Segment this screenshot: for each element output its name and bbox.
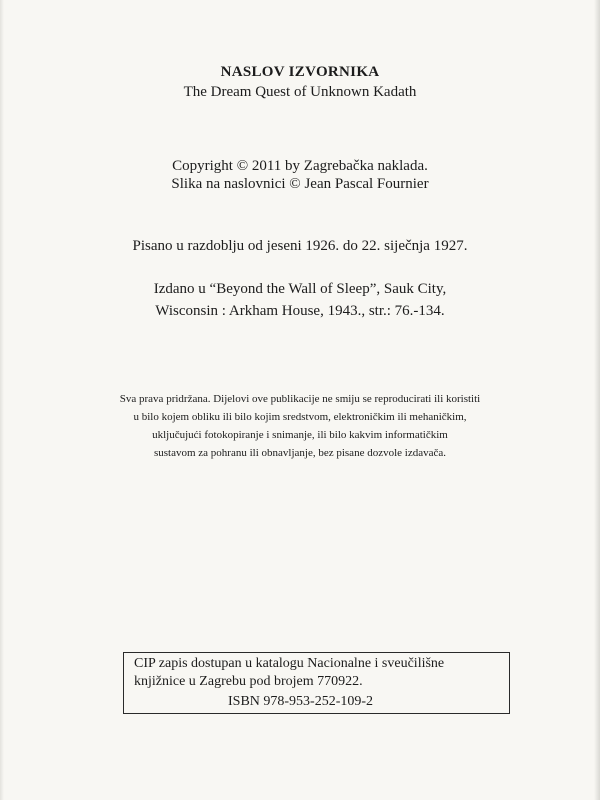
original-title: The Dream Quest of Unknown Kadath — [183, 84, 417, 100]
cip-line-1: CIP zapis dostupan u katalogu Nacionalne i sveučilišne — [134, 656, 445, 671]
rights-line: Sva prava pridržana. Dijelovi ove publikacije ne smiju se reproducirati ili koristiti — [119, 393, 481, 405]
page-edge-shadow-right — [594, 0, 600, 800]
first-publication-line-1: Izdano u “Beyond the Wall of Sleep”, Sauk City, — [153, 281, 447, 297]
isbn: ISBN 978-953-252-109-2 — [228, 694, 374, 709]
cover-image-credit: Slika na naslovnici © Jean Pascal Fournier — [171, 176, 429, 192]
cip-line-2: knjižnice u Zagrebu pod brojem 770922. — [134, 674, 363, 689]
writing-period: Pisano u razdoblju od jeseni 1926. do 22. siječnja 1927. — [132, 238, 468, 254]
rights-line: sustavom za pohranu ili obnavljanje, bez pisane dozvole izdavača. — [153, 447, 446, 459]
rights-line: u bilo kojem obliku ili bilo kojim sredstvom, elektroničkim ili mehaničkim, — [133, 411, 467, 423]
rights-line: uključujući fotokopiranje i snimanje, ili bilo kakvim informatičkim — [152, 429, 448, 441]
original-title-heading: NASLOV IZVORNIKA — [220, 64, 380, 80]
cip-record-box — [123, 652, 510, 714]
copyright-notice: Copyright © 2011 by Zagrebačka naklada. — [172, 158, 428, 174]
rights-reserved-notice — [90, 390, 510, 462]
page-edge-shadow-left — [0, 0, 4, 800]
first-publication-line-2: Wisconsin : Arkham House, 1943., str.: 76.-134. — [155, 303, 445, 319]
